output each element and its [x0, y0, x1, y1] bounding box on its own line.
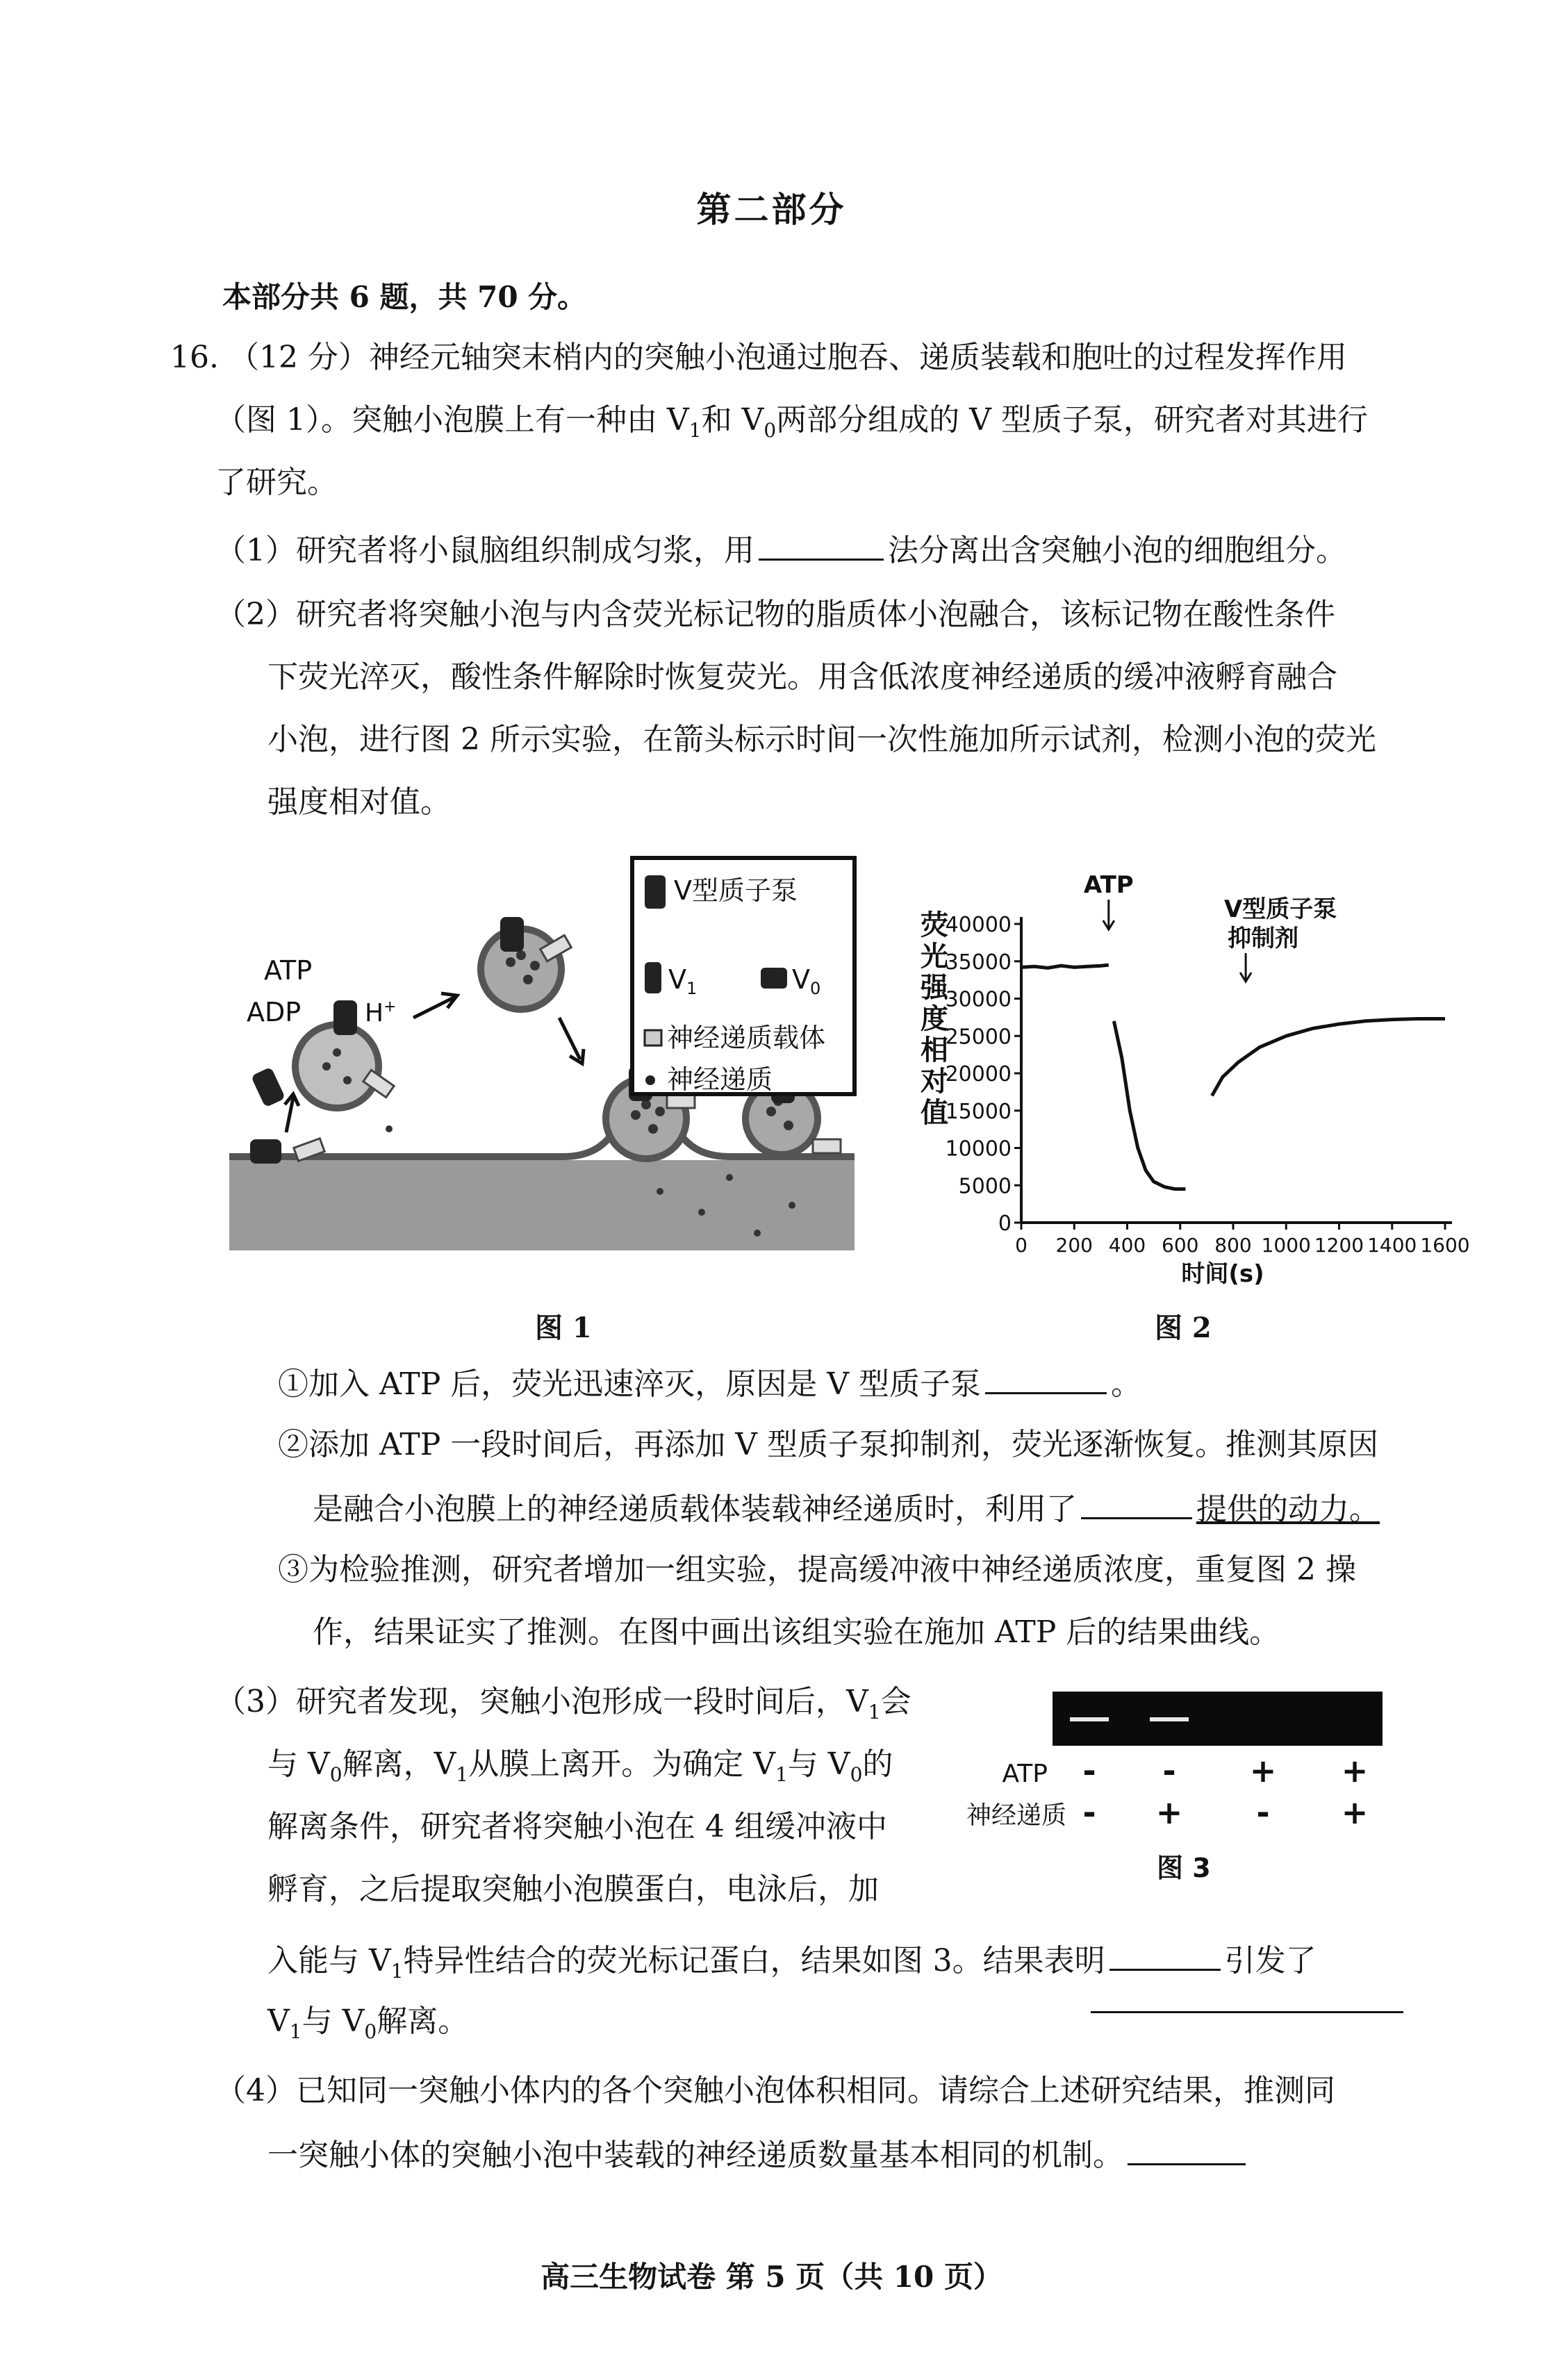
y-tick-label: 10000 [945, 1137, 1012, 1162]
figure3-cell: + [1249, 1752, 1277, 1790]
figure3-cell: + [1155, 1794, 1183, 1831]
legend-nt-label: 神经递质 [667, 1064, 773, 1095]
answer-line-extra[interactable] [1091, 2011, 1403, 2013]
series-line-2 [1114, 1021, 1185, 1189]
legend-v1-label: $V_1$ [668, 964, 698, 998]
y-label-char: 值 [921, 1097, 948, 1129]
label-adp: ADP [247, 997, 302, 1027]
figure2-ylabel [920, 909, 949, 1129]
answer-blank-2[interactable] [985, 1362, 1107, 1394]
series-line-1 [1021, 965, 1109, 968]
figure3-caption: 图 3 [1157, 1853, 1211, 1883]
figure3-row1-label: ATP [1002, 1760, 1048, 1788]
section-title: 第二部分 [696, 189, 847, 230]
figure2-inhibitor-annotation-line2: 抑制剂 [1228, 925, 1299, 952]
y-label-char: 相 [921, 1034, 948, 1066]
figure2-atp-annotation: ATP [1083, 871, 1134, 899]
figure3-row2-label: 神经递质 [966, 1801, 1066, 1830]
y-label-char: 对 [921, 1066, 948, 1098]
figure3-cell: - [1256, 1794, 1270, 1831]
y-label-char: 度 [921, 1003, 948, 1035]
gel-band [1150, 1717, 1189, 1721]
figure2-xlabel: 时间(s) [1181, 1260, 1264, 1288]
gel-band [1070, 1717, 1109, 1721]
y-label-char: 荧 [921, 909, 948, 941]
q16-part4-line2: 一突触小体的突触小泡中装载的神经递质数量基本相同的机制。 [267, 2133, 1250, 2176]
figure3-cell: + [1341, 1794, 1369, 1831]
q16-sub2-line1: ②添加 ATP 一段时间后，再添加 V 型质子泵抑制剂，荧光逐渐恢复。推测其原因 [278, 1427, 1379, 1462]
label-atp: ATP [264, 955, 313, 986]
series-line-3 [1212, 1019, 1446, 1096]
figure1-diagram [229, 858, 889, 1282]
figure3-cell: - [1162, 1752, 1176, 1790]
answer-blank-5[interactable] [1128, 2133, 1246, 2165]
q16-part2-line4: 强度相对值。 [267, 784, 451, 820]
figure2-inhibitor-annotation-line1: V型质子泵 [1223, 895, 1337, 923]
answer-blank-4[interactable] [1109, 1938, 1221, 1971]
figure1-caption: 图 1 [535, 1312, 592, 1344]
q16-part3-line3: 解离条件，研究者将突触小泡在 4 组缓冲液中 [267, 1809, 887, 1844]
x-tick-label: 0 [1015, 1234, 1028, 1257]
x-tick-label: 1200 [1314, 1234, 1364, 1257]
q16-line3: 了研究。 [215, 465, 338, 500]
q16-part1: （1）研究者将小鼠脑组织制成匀浆，用 法分离出含突触小泡的细胞组分。 [215, 528, 1346, 572]
q16-sub3-line1: ③为检验推测，研究者增加一组实验，提高缓冲液中神经递质浓度，重复图 2 操 [278, 1552, 1356, 1587]
figure3-cell: - [1082, 1794, 1096, 1831]
y-tick-label: 40000 [945, 913, 1012, 937]
y-tick-label: 25000 [945, 1025, 1012, 1050]
legend-carrier-label: 神经递质载体 [667, 1023, 826, 1053]
y-tick-label: 0 [998, 1212, 1012, 1236]
legend-v0-label: $V_0$ [792, 964, 821, 998]
x-tick-label: 800 [1214, 1234, 1252, 1257]
y-tick-label: 5000 [958, 1174, 1012, 1199]
x-tick-label: 1600 [1420, 1234, 1470, 1257]
figure3-cell: + [1341, 1752, 1369, 1790]
label-h-plus: H+ [365, 998, 397, 1027]
q16-part2-line2: 下荧光淬灭，酸性条件解除时恢复荧光。用含低浓度神经递质的缓冲液孵育融合 [267, 659, 1337, 695]
q16-part3-line4: 孵育，之后提取突触小泡膜蛋白，电泳后，加 [267, 1871, 879, 1907]
q16-part2-line3: 小泡，进行图 2 所示实验，在箭头标示时间一次性施加所示试剂，检测小泡的荧光 [267, 722, 1376, 757]
figure2-caption: 图 2 [1155, 1312, 1212, 1344]
y-tick-label: 20000 [945, 1062, 1012, 1086]
q16-part3-line2: 与 $V_0$解离，$V_1$从膜上离开。为确定 $V_1$与 $V_0$的 [267, 1746, 893, 1786]
x-tick-label: 600 [1162, 1234, 1199, 1257]
q16-sub3-line2: 作，结果证实了推测。在图中画出该组实验在施加 ATP 后的结果曲线。 [313, 1614, 1280, 1650]
answer-blank-1[interactable] [759, 528, 884, 561]
q16-line1: 16. （12 分）神经元轴突末梢内的突触小泡通过胞吞、递质装载和胞吐的过程发挥作用 [170, 340, 1347, 375]
page-footer: 高三生物试卷 第 5 页（共 10 页） [541, 2260, 1002, 2294]
atp-arrow [1103, 900, 1114, 929]
q16-part3-line6: $V_1$与 $V_0$解离。 [267, 2003, 469, 2043]
y-label-char: 强 [921, 972, 948, 1004]
y-tick-label: 15000 [945, 1099, 1012, 1124]
figure3-cell: - [1082, 1752, 1096, 1790]
q16-part2-line1: （2）研究者将突触小泡与内含荧光标记物的脂质体小泡融合，该标记物在酸性条件 [215, 597, 1335, 632]
y-label-char: 光 [921, 941, 948, 973]
answer-blank-3[interactable] [1081, 1487, 1192, 1519]
x-tick-label: 400 [1108, 1234, 1146, 1257]
y-tick-label: 30000 [945, 987, 1012, 1012]
x-tick-label: 1000 [1261, 1234, 1311, 1257]
q16-part3-line1: （3）研究者发现，突触小泡形成一段时间后，$V_1$会 [215, 1684, 911, 1724]
x-tick-label: 1400 [1367, 1234, 1417, 1257]
q16-line2: （图 1）。突触小泡膜上有一种由 $V_1$和 $V_0$两部分组成的 V 型质子泵，研究者对其进行 [215, 402, 1368, 442]
q16-part3-line5: 入能与 $V_1$特异性结合的荧光标记蛋白，结果如图 3。结果表明 引发了 [267, 1938, 1317, 1992]
legend-pump-label: V型质子泵 [674, 875, 798, 906]
x-tick-label: 200 [1055, 1234, 1093, 1257]
figure2-chart [917, 868, 1470, 1288]
q16-part4-line1: （4）已知同一突触小体内的各个突触小泡体积相同。请综合上述研究结果，推测同 [215, 2073, 1335, 2108]
inhibitor-arrow [1240, 953, 1251, 982]
section-intro: 本部分共 6 题，共 70 分。 [222, 280, 587, 314]
y-tick-label: 35000 [945, 950, 1012, 975]
figure3-gel [945, 1681, 1403, 1890]
q16-sub1: ①加入 ATP 后，荧光迅速淬灭，原因是 V 型质子泵 。 [278, 1362, 1141, 1405]
q16-sub2-line2: 是融合小泡膜上的神经递质载体装载神经递质时，利用了 提供的动力。 [313, 1487, 1380, 1530]
